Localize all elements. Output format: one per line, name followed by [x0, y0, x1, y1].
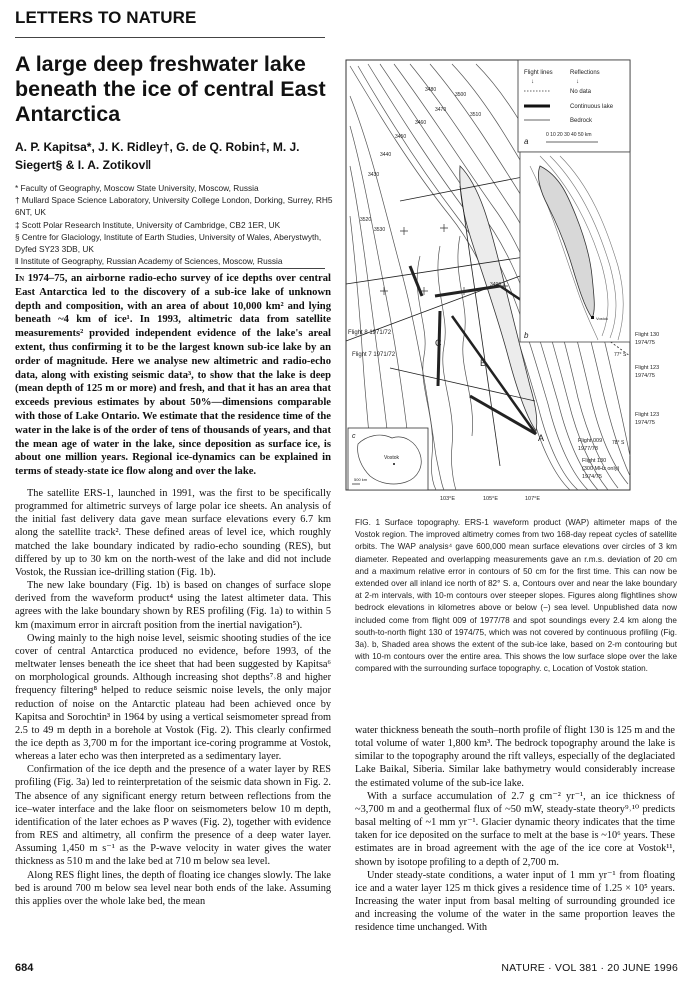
affiliation: § Centre for Glaciology, Institute of Earth Studies, University of Wales, Aberystwyth, Dyfed SY23 3DB, UK [15, 231, 322, 255]
lon-label-105: 105°E [483, 496, 499, 502]
vostok-label-c: Vostok [384, 455, 400, 461]
journal-citation: NATURE · VOL 381 · 20 JUNE 1996 [501, 962, 678, 974]
legend-continuous-lake: Continuous lake [570, 104, 614, 110]
vostok-dot [393, 463, 395, 465]
body-paragraph: With a surface accumulation of 2.7 g cm⁻² yr⁻¹, an ice thickness of ~3,700 m and a geothermal flux of ~50 mW, steady-state theory⁹˒¹⁰ predicts basal melting of ~1 mm yr⁻¹. Glacier dynamic theory indicates that the time taken for ice deposited on the surface to melt at the base is ~10⁶ years. These estimates are in broad agreement with the age of the ice core at Vostok¹¹, shown by isotope profiling to a depth of 2,700 m. [355, 790, 675, 868]
figure-caption [355, 517, 677, 676]
legend-no-data: No data [570, 89, 592, 95]
panel-a-label: a [524, 137, 529, 146]
affiliation: † Mullard Space Science Laboratory, University College London, Dorking, Surrey, RH5 6NT, UK [15, 195, 333, 218]
panel-c-label: c [352, 433, 356, 440]
flight-label-130b: Flight 130 [582, 458, 607, 464]
flight-label-130b-year: 1974/75 [582, 474, 602, 480]
section-header: LETTERS TO NATURE [15, 8, 197, 27]
legend-arrow-icon: ↓ [576, 79, 579, 85]
flight-label-009: Flight 009 [578, 438, 603, 444]
body-paragraph: Owing mainly to the high noise level, seismic shooting studies of the ice cover of central Antarctica produced no evidence, before 1993, of the meltwater lenses beneath the ice sheet that had been suggested by Kapitsa⁶ on morphological grounds. Although increasing shot depths⁷˒8 and higher frequency filtering⁸ helped to reduce seismic noise levels, the only major reduction of noise on the Antarctic plateau had been achieved once by Kapitsa and Sorochtin³ in 1964 by using a vertical seismometer spread from 2.5 to 49 m depth in a borehole at Vostok (Fig. 2). This clearly confirmed the ice depth as 3,700 m for the important ice-coring programme at Vostok, whereas a later echo was then interpreted as a sedimentary layer. [15, 632, 331, 763]
figure-caption-text: Surface topography. ERS-1 waveform product (WAP) altimeter maps of the Vostok region. The improved altimetry comes from two 168-day repeat cycles of satellite orbits. The WAP analysis⁴ gave 600,000 mean surface elevations over circles of 3 km diameter. Repeated and overlapping measurements gave an r.m.s. deviation of 20 cm and a maximum relative error in contours of 50 cm for the first time. This can now be extended over all inland ice north of 82° S. a, Contours over and near the lake boundary at 2-m intervals, with 10-m contours over steeper slopes. Figures along flightlines show bedrock elevations in kilometres above or below (−) sea level. Unpublished data now included come from flight 009 of 1977/78 and spot soundings every 2.4 km along the south-to-north flight 130 of 1974/75, which was not covered by continuous profiling (Fig. 3a). b, Shaded area shows the extent of the sub-ice lake, based on 2-m contouring but with 10-m contours over the entire area. This shows the low surface slope over the lake compared with the surrounding surface topography. c, Location of Vostok station. [355, 518, 678, 674]
point-label-c: C [435, 338, 442, 348]
point-label-b: B [480, 358, 487, 368]
lon-label-107: 107°E [525, 496, 541, 502]
lat-label-78: 78° S [612, 440, 625, 446]
article-title: A large deep freshwater lake beneath the ice of central East Antarctica [15, 52, 326, 126]
affiliation: ‡ Scott Polar Research Institute, University of Cambridge, CB2 1ER, UK [15, 219, 281, 230]
right-column-body [355, 724, 675, 935]
body-paragraph: Confirmation of the ice depth and the presence of a water layer by RES profiling (Fig. 3a) led to reinterpretation of the seismic data shown in Fig. 2. The absence of any significant energy return between reflections from the ice–water interface and the lake floor on seismometers below 10 m depth, identification of the later echoes as P waves (Fig. 2), together with evidence from RES and altimetry, all confirm the presence of a deep water layer. Assuming 1,450 m s⁻¹ as the P-wave velocity in water gives the water thickness as 510 m and the lake bed at 710 m below sea level. [15, 764, 331, 868]
vostok-label-b: Vostok [596, 316, 609, 321]
body-paragraph: The satellite ERS-1, launched in 1991, was the first to be specifically programmed for altimetric surveys of large polar ice sheets. An analysis of the initial fast delivery data gave mean surface elevations every 6.7 km along the satellite track². These defined areas of level ice, which roughly matched the lake boundary indicated by radio-echo sounding (RES), but differed by up to 30 km on the north-west of the lake and did not include Vostok, the Russian ice-drilling station (Fig. 1b). [15, 488, 331, 578]
flight-label-130a-year: 1974/75 [635, 340, 655, 346]
svg-text:3430: 3430 [368, 172, 380, 178]
flight-label-123b-year: 1974/75 [635, 420, 655, 426]
author-list: A. P. Kapitsa*, J. K. Ridley†, G. de Q. Robin‡, M. J. Siegert§ & I. A. Zotikov‖ [15, 140, 300, 172]
legend-flight-lines: Flight lines [524, 70, 553, 76]
header-rule [15, 37, 325, 38]
svg-text:3490: 3490 [490, 282, 502, 288]
abstract [15, 272, 331, 479]
svg-text:3500: 3500 [455, 92, 467, 98]
abstract-text: 1974–75, an airborne radio-echo survey of ice depths over central East Antarctica led to the discovery of a sub-ice lake of unknown depth and composition, with an area of about 10,000 km² and lying beneath ~4 km of ice¹. In 1993, altimetric data from satellite measurements² provided independent evidence of the lake's areal extent, thus confirming it to be the largest known sub-ice lake by an order of magnitude. Here we analyse new altimetric and radio-echo data, along with existing seismic data³, to show that the lake is deep (mean depth of 125 m or more) and fresh, and that it has an area that exceeds previous estimates by about 50%—dimensions comparable with those of Lake Ontario. We estimate that the residence time of the water in the lake is of the order of tens of thousands of years, and that the mean age of water in the lake, since deposition as surface ice, is about one million years. Regional ice-dynamics can be explained in terms of steady-state ice flow along and over the lake. [15, 273, 331, 478]
affiliation: * Faculty of Geography, Moscow State University, Moscow, Russia [15, 183, 259, 193]
vostok-marker [591, 316, 594, 319]
page-number: 684 [15, 962, 34, 974]
affiliation-rule [15, 268, 325, 269]
svg-text:3440: 3440 [380, 152, 392, 158]
svg-text:3530: 3530 [374, 227, 386, 233]
legend-arrow-icon: ↓ [531, 79, 534, 85]
flight-label-123a-year: 1974/75 [635, 373, 655, 379]
svg-text:3450: 3450 [395, 134, 407, 140]
body-paragraph: Under steady-state conditions, a water input of 1 mm yr⁻¹ from floating ice and a water layer 125 m thick gives a residence time of 1.25 × 10⁵ years. Increasing the water input from basal melting of surrounding grounded ice and increasing the volume of the water in the same proportion leaves the residence time unchanged. With [355, 869, 675, 934]
panel-b-label: b [524, 331, 529, 340]
figure-1-map [340, 56, 692, 506]
inset-scale-label: 500 km [354, 477, 368, 482]
svg-text:3460: 3460 [415, 120, 427, 126]
abstract-lead: In [15, 273, 25, 284]
affiliation: ‖ Institute of Geography, Russian Academy of Sciences, Moscow, Russia [15, 256, 283, 267]
flight-label-130a: Flight 130 [635, 332, 660, 338]
svg-text:3510: 3510 [470, 112, 482, 118]
flight-label-123b: Flight 123 [635, 412, 660, 418]
legend-bedrock: Bedrock [570, 118, 593, 124]
flight-label-7: Flight 7 1971/72 [352, 352, 396, 358]
legend-reflections: Reflections [570, 70, 600, 76]
lon-label-103: 103°E [440, 496, 456, 502]
lat-label-77: 77° S [614, 352, 627, 358]
left-column-body [15, 487, 331, 908]
body-paragraph: The new lake boundary (Fig. 1b) is based on changes of surface slope derived from the waveform product⁴ using the latest altimeter data. This agrees with the lake boundary shown by RES profiling (Fig. 1a) to within 5 km (maximum error in aircraft position from the inertial navigation⁵). [15, 580, 331, 631]
svg-text:3470: 3470 [435, 107, 447, 113]
flight-label-8: Flight 8 1971/72 [348, 330, 392, 336]
figure-caption-label: FIG. 1 [355, 518, 381, 527]
flight-label-123a: Flight 123 [635, 365, 660, 371]
svg-text:3480: 3480 [425, 87, 437, 93]
flight-label-009-year: 1977/78 [578, 446, 598, 452]
flight-label-130b-note: (300 MHz only) [582, 466, 620, 472]
point-label-a: A [538, 433, 545, 443]
body-paragraph: water thickness beneath the south–north profile of flight 130 is 125 m and the total volume of water 1,800 km³. The bedrock topography around the lake is similar to the topography around the rift valleys, especially of the deglaciated Lake Baikal, Siberia. Similar lake bathymetry would considerably increase the estimated volume of the sub-ice lake. [355, 725, 675, 789]
svg-text:3520: 3520 [360, 217, 372, 223]
body-paragraph: Along RES flight lines, the depth of floating ice changes slowly. The lake bed is around 700 m below sea level near both ends of the lake. Assuming this applies over the whole lake bed, the mean [15, 869, 331, 907]
scale-label: 0 10 20 30 40 50 km [546, 132, 592, 138]
affiliations [15, 182, 333, 267]
